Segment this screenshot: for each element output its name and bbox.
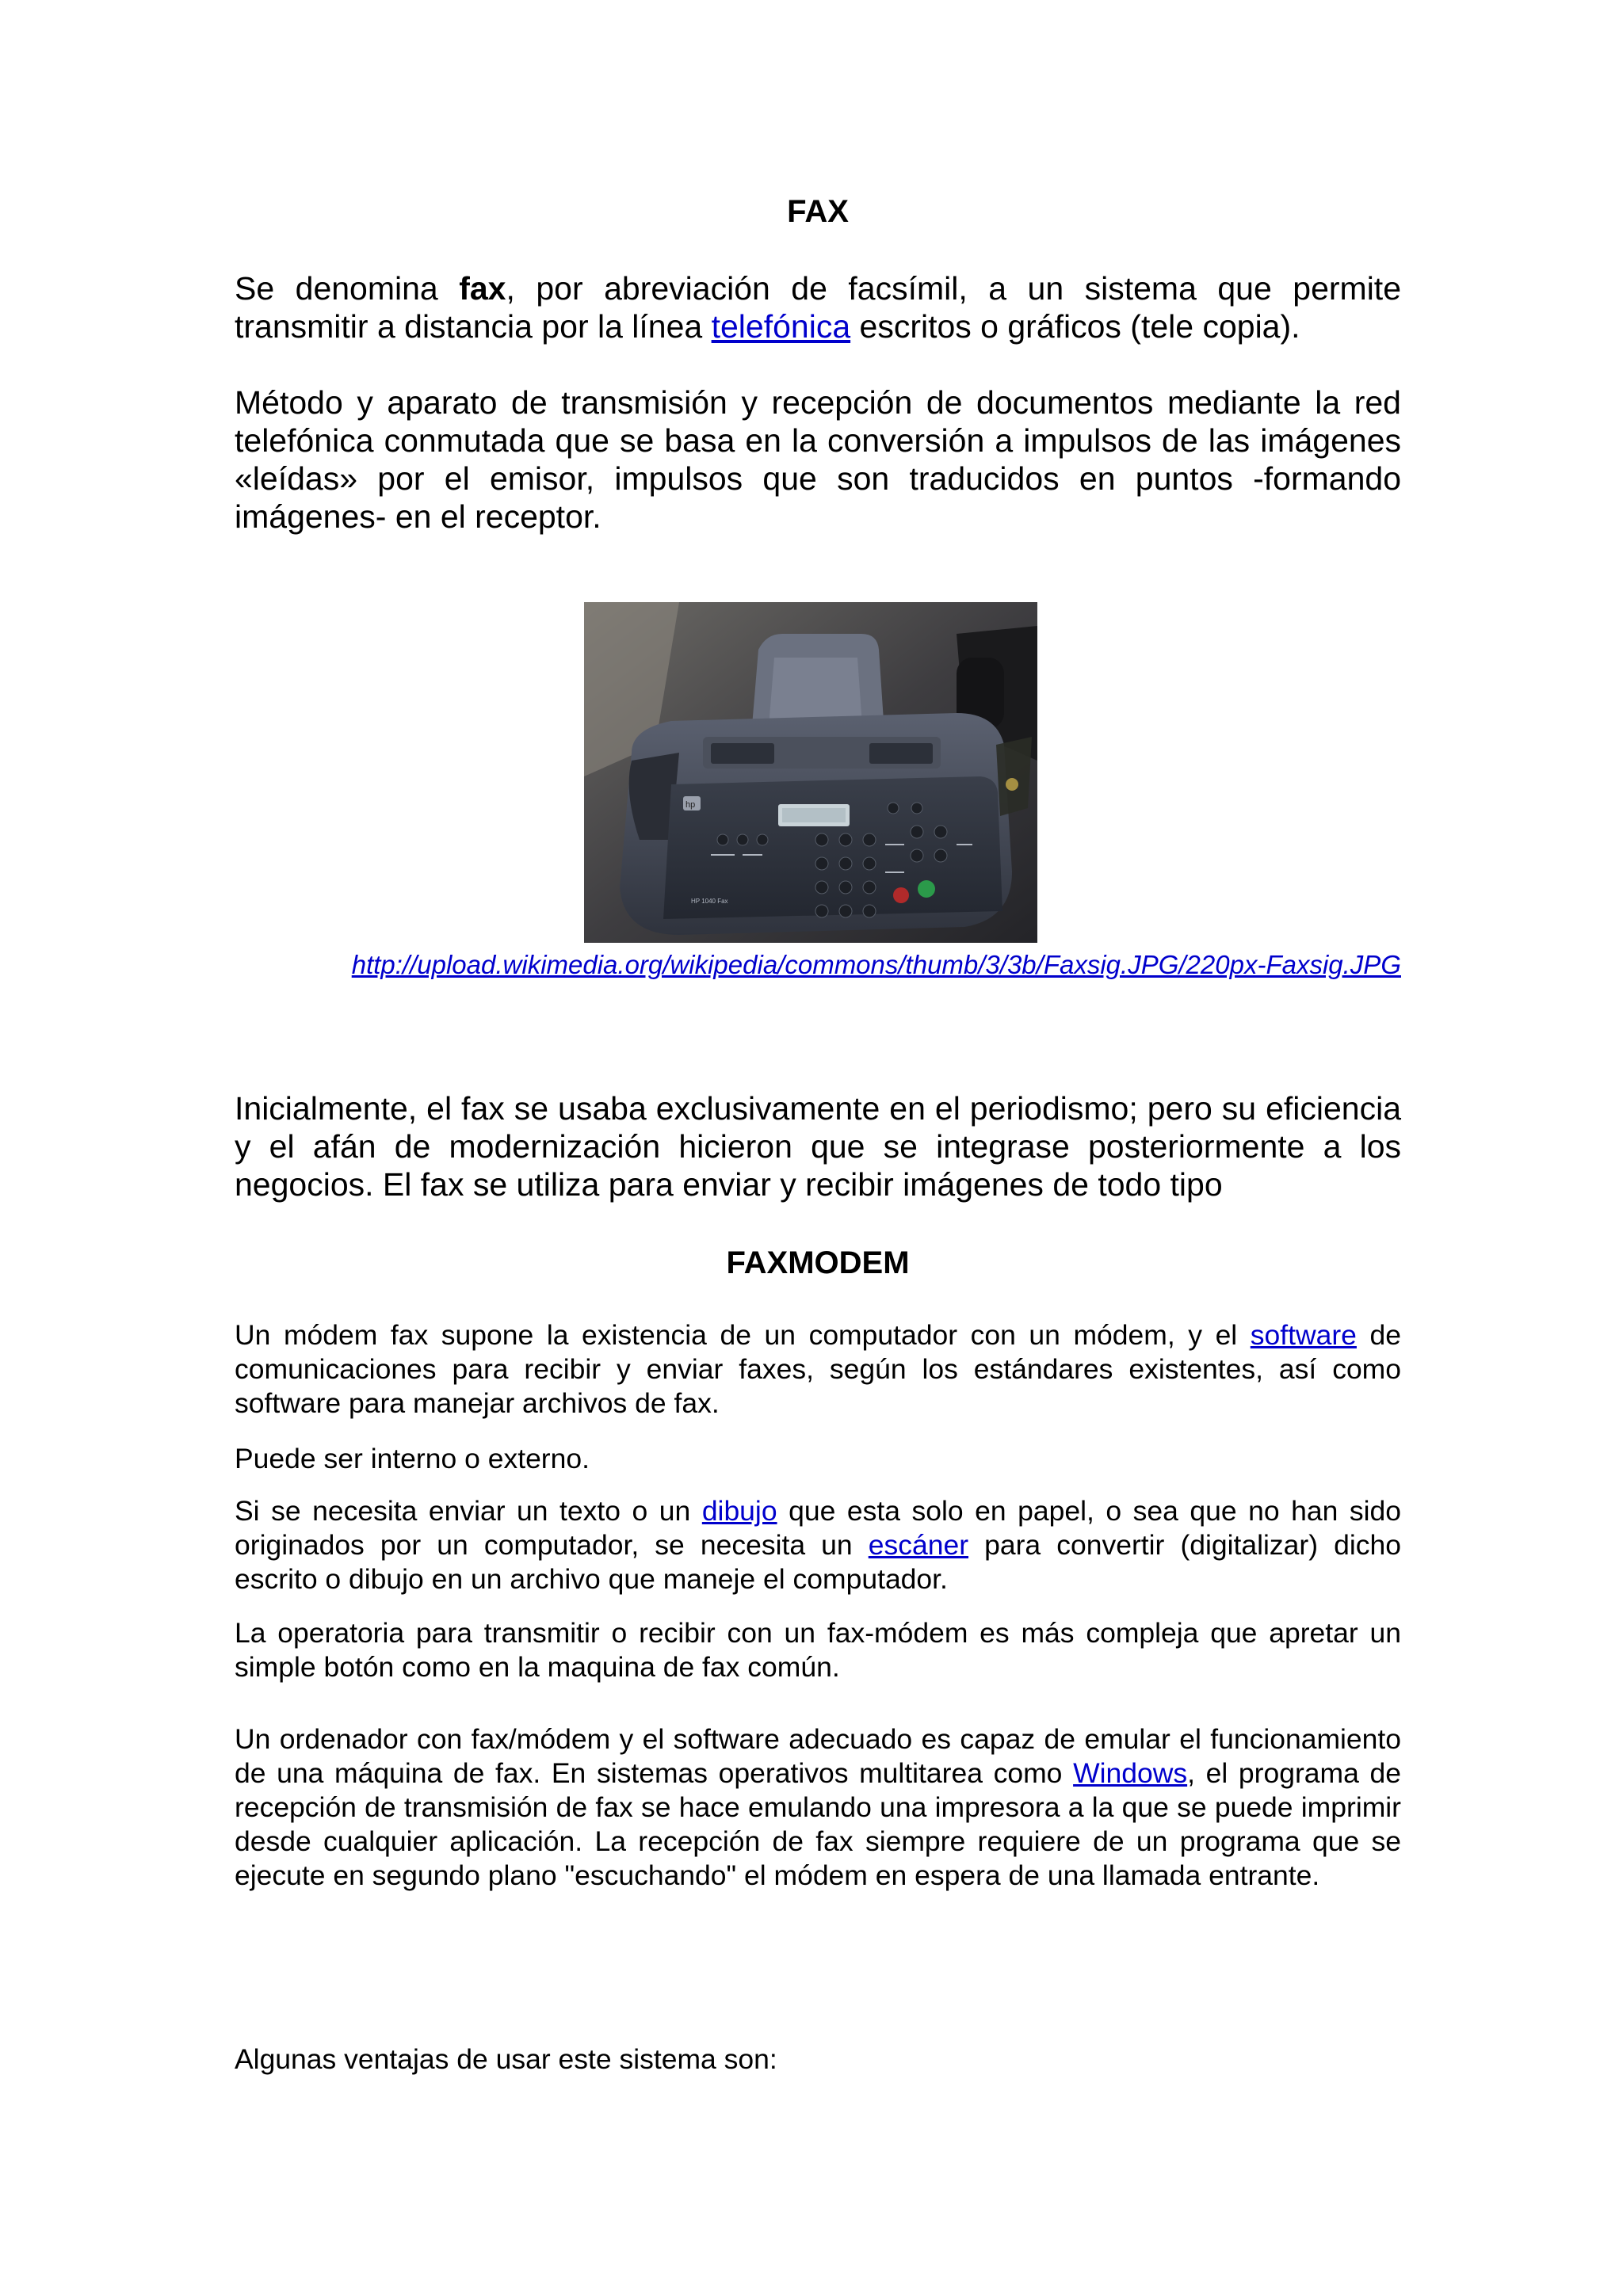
image-caption (235, 949, 1401, 981)
fax-machine-photo (584, 602, 1037, 943)
svg-text:hp: hp (685, 800, 696, 810)
history-paragraph: Inicialmente, el fax se usaba exclusivamente en el periodismo; pero su eficiencia y el afán de modernización hicieron que se integrase posteriormente a los negocios. El fax se utiliza para enviar y recibir imágenes de todo tipo (235, 1090, 1401, 1203)
faxmodem-paragraph-6: Algunas ventajas de usar este sistema son: (235, 2043, 777, 2075)
faxmodem-paragraph-1: Un módem fax supone la existencia de un computador con un módem, y el software de comunicaciones para recibir y enviar faxes, según los estándares existentes, así como software para manejar archivos de fax. (235, 1319, 1401, 1419)
faxmodem-paragraph-3: Si se necesita enviar un texto o un dibujo que esta solo en papel, o sea que no han sido originados por un computador, se necesita un escáner para convertir (digitalizar) dicho escrito o dibujo en un archivo que maneje el computador. (235, 1495, 1401, 1595)
link-escaner[interactable]: escáner (868, 1529, 969, 1561)
faxmodem-paragraph-4: La operatoria para transmitir o recibir con un fax-módem es más compleja que apretar un simple botón como en la maquina de fax común. (235, 1617, 1401, 1683)
section-title-faxmodem: FAXMODEM (726, 1245, 910, 1280)
svg-text:HP 1040 Fax: HP 1040 Fax (691, 898, 728, 905)
faxmodem-paragraph-5: Un ordenador con fax/módem y el software adecuado es capaz de emular el funcionamiento de una máquina de fax. En sistemas operativos multitarea como Windows, el programa de recepción de transmisión de fax se hace emulando una impresora a la que se puede imprimir desde cualquier aplicación. La recepción de fax siempre requiere de un programa que se ejecute en segundo plano "escuchando" el módem en espera de una llamada entrante. (235, 1723, 1401, 1891)
link-software[interactable]: software (1250, 1319, 1357, 1351)
method-paragraph: Método y aparato de transmisión y recepción de documentos mediante la red telefónica conmutada que se basa en la conversión a impulsos de las imágenes «leídas» por el emisor, impulsos que son traducidos en puntos -formando imágenes- en el receptor. (235, 384, 1401, 535)
page-title: FAX (787, 194, 849, 229)
faxmodem-paragraph-2: Puede ser interno o externo. (235, 1443, 590, 1474)
bold-term: fax (459, 270, 506, 307)
link-telefonica[interactable]: telefónica (711, 308, 851, 345)
link-dibujo[interactable]: dibujo (701, 1495, 777, 1527)
start-button-icon (918, 880, 935, 898)
fax-machine-illustration (584, 602, 1037, 943)
link-windows[interactable]: Windows (1073, 1757, 1188, 1789)
image-source-link[interactable]: http://upload.wikimedia.org/wikipedia/commons/thumb/3/3b/Faxsig.JPG/220px-Faxsig.JPG (351, 950, 1401, 979)
intro-paragraph: Se denomina fax, por abreviación de facsímil, a un sistema que permite transmitir a distancia por la línea telefónica escritos o gráficos (tele copia). (235, 270, 1401, 345)
stop-button-icon (893, 887, 909, 903)
